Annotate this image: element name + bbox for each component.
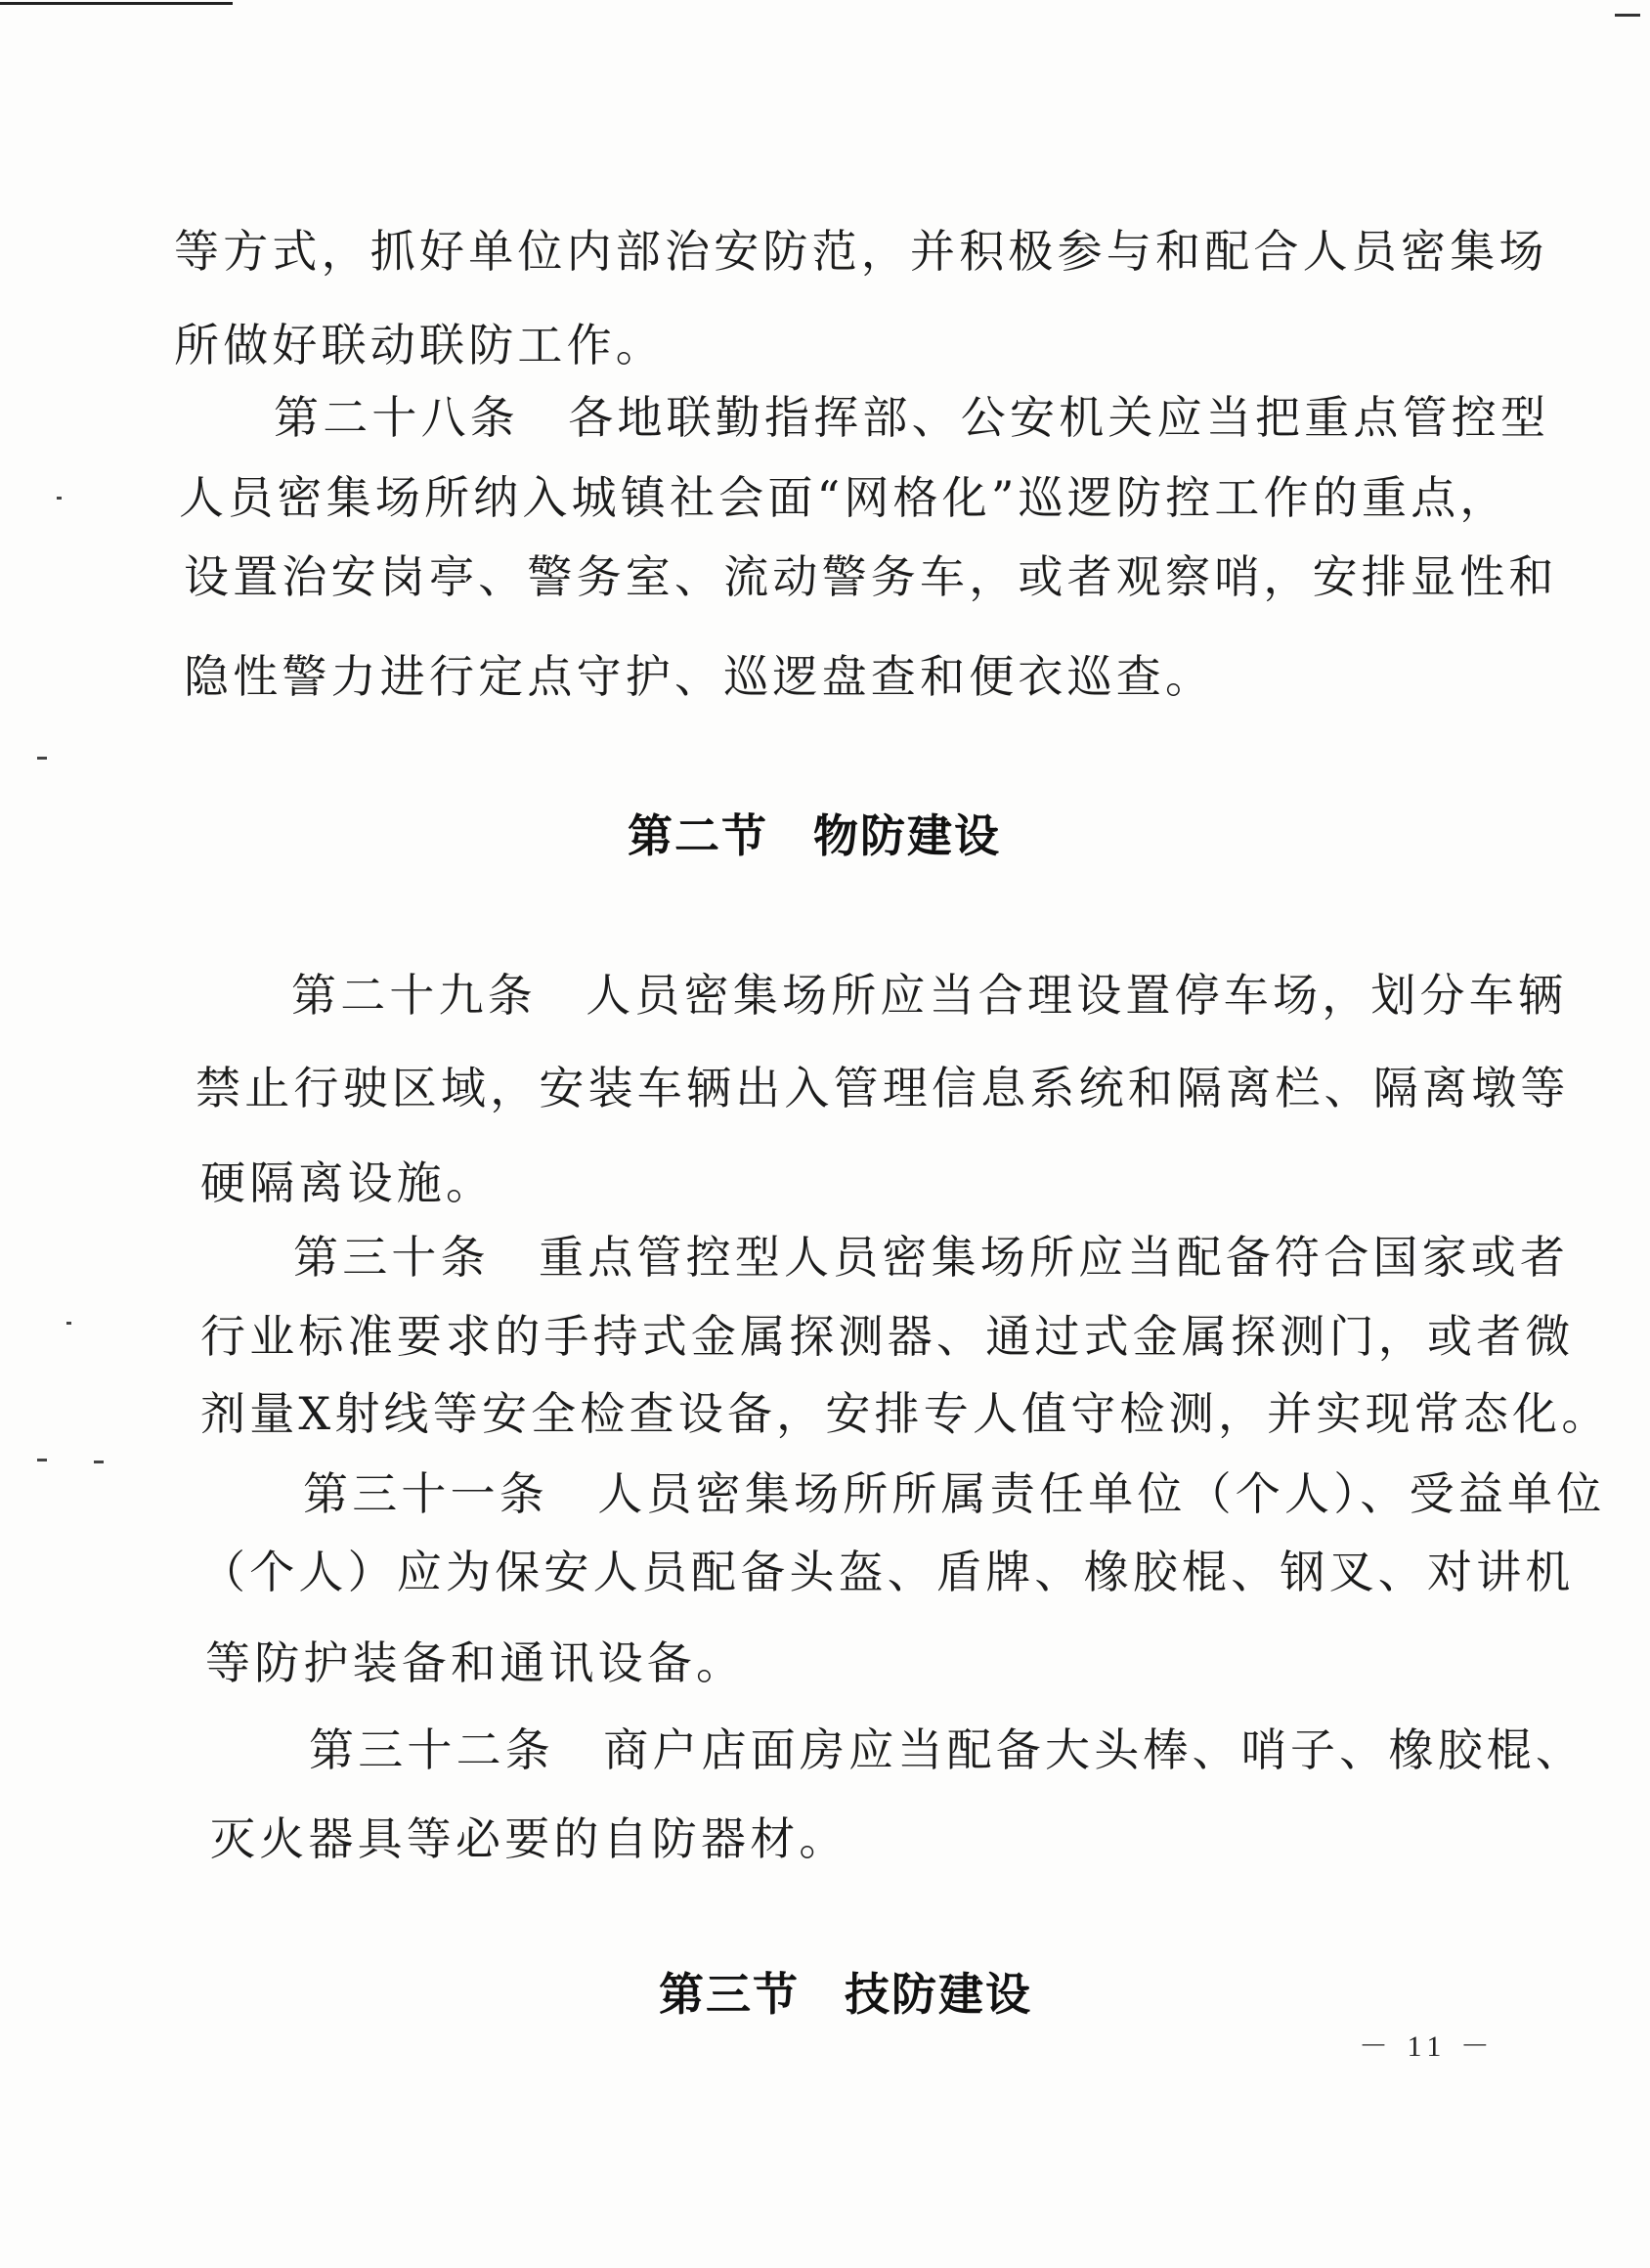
- text-line: 第三十一条 人员密集场所所属责任单位（个人）、受益单位: [303, 1467, 1606, 1520]
- text-line: 剂量X射线等安全检查设备，安排专人值守检测，并实现常态化。: [200, 1387, 1611, 1440]
- text-line: 所做好联动联防工作。: [174, 319, 665, 371]
- text-line: 第三十二条 商户店面房应当配备大头棒、哨子、橡胶棍、: [309, 1723, 1585, 1776]
- scan-speck: [37, 1459, 47, 1461]
- text-line: 第三十条 重点管控型人员密集场所应当配备符合国家或者: [293, 1231, 1570, 1284]
- section-number: 第二节: [628, 809, 768, 862]
- text-line: 等方式，抓好单位内部治安防范，并积极参与和配合人员密集场: [174, 225, 1548, 278]
- section-number: 第三节: [659, 1968, 800, 2021]
- section-title: [659, 1967, 1032, 2022]
- top-rule: [0, 2, 233, 5]
- text-line: 第二十九条 人员密集场所应当合理设置停车场，划分车辆: [291, 969, 1568, 1022]
- text-line: 灭火器具等必要的自防器材。: [210, 1812, 848, 1865]
- page-number: － 11 －: [1359, 2030, 1496, 2063]
- section-name: 物防建设: [813, 809, 1001, 862]
- text-line: 硬隔离设施。: [200, 1156, 496, 1209]
- text-line: （个人）应为保安人员配备头盔、盾牌、橡胶棍、钢叉、对讲机: [200, 1546, 1575, 1598]
- text-line: 设置治安岗亭、警务室、流动警务车，或者观察哨，安排显性和: [184, 550, 1558, 603]
- scan-speck: [66, 1322, 71, 1325]
- section-title: [628, 808, 1001, 863]
- text-line: 人员密集场所纳入城镇社会面“网格化”巡逻防控工作的重点，: [179, 471, 1509, 524]
- text-line: 隐性警力进行定点守护、巡逻盘查和便衣巡查。: [184, 650, 1215, 703]
- scan-speck: [57, 497, 62, 500]
- text-line: 等防护装备和通讯设备。: [205, 1636, 746, 1689]
- text-line: 行业标准要求的手持式金属探测器、通过式金属探测门，或者微: [200, 1310, 1575, 1363]
- section-name: 技防建设: [845, 1968, 1032, 2021]
- corner-mark: [1615, 14, 1640, 17]
- text-line: 第二十八条 各地联勤指挥部、公安机关应当把重点管控型: [274, 391, 1550, 444]
- scan-speck: [94, 1461, 104, 1463]
- text-line: 禁止行驶区域，安装车辆出入管理信息系统和隔离栏、隔离墩等: [195, 1062, 1570, 1114]
- scan-speck: [37, 757, 47, 760]
